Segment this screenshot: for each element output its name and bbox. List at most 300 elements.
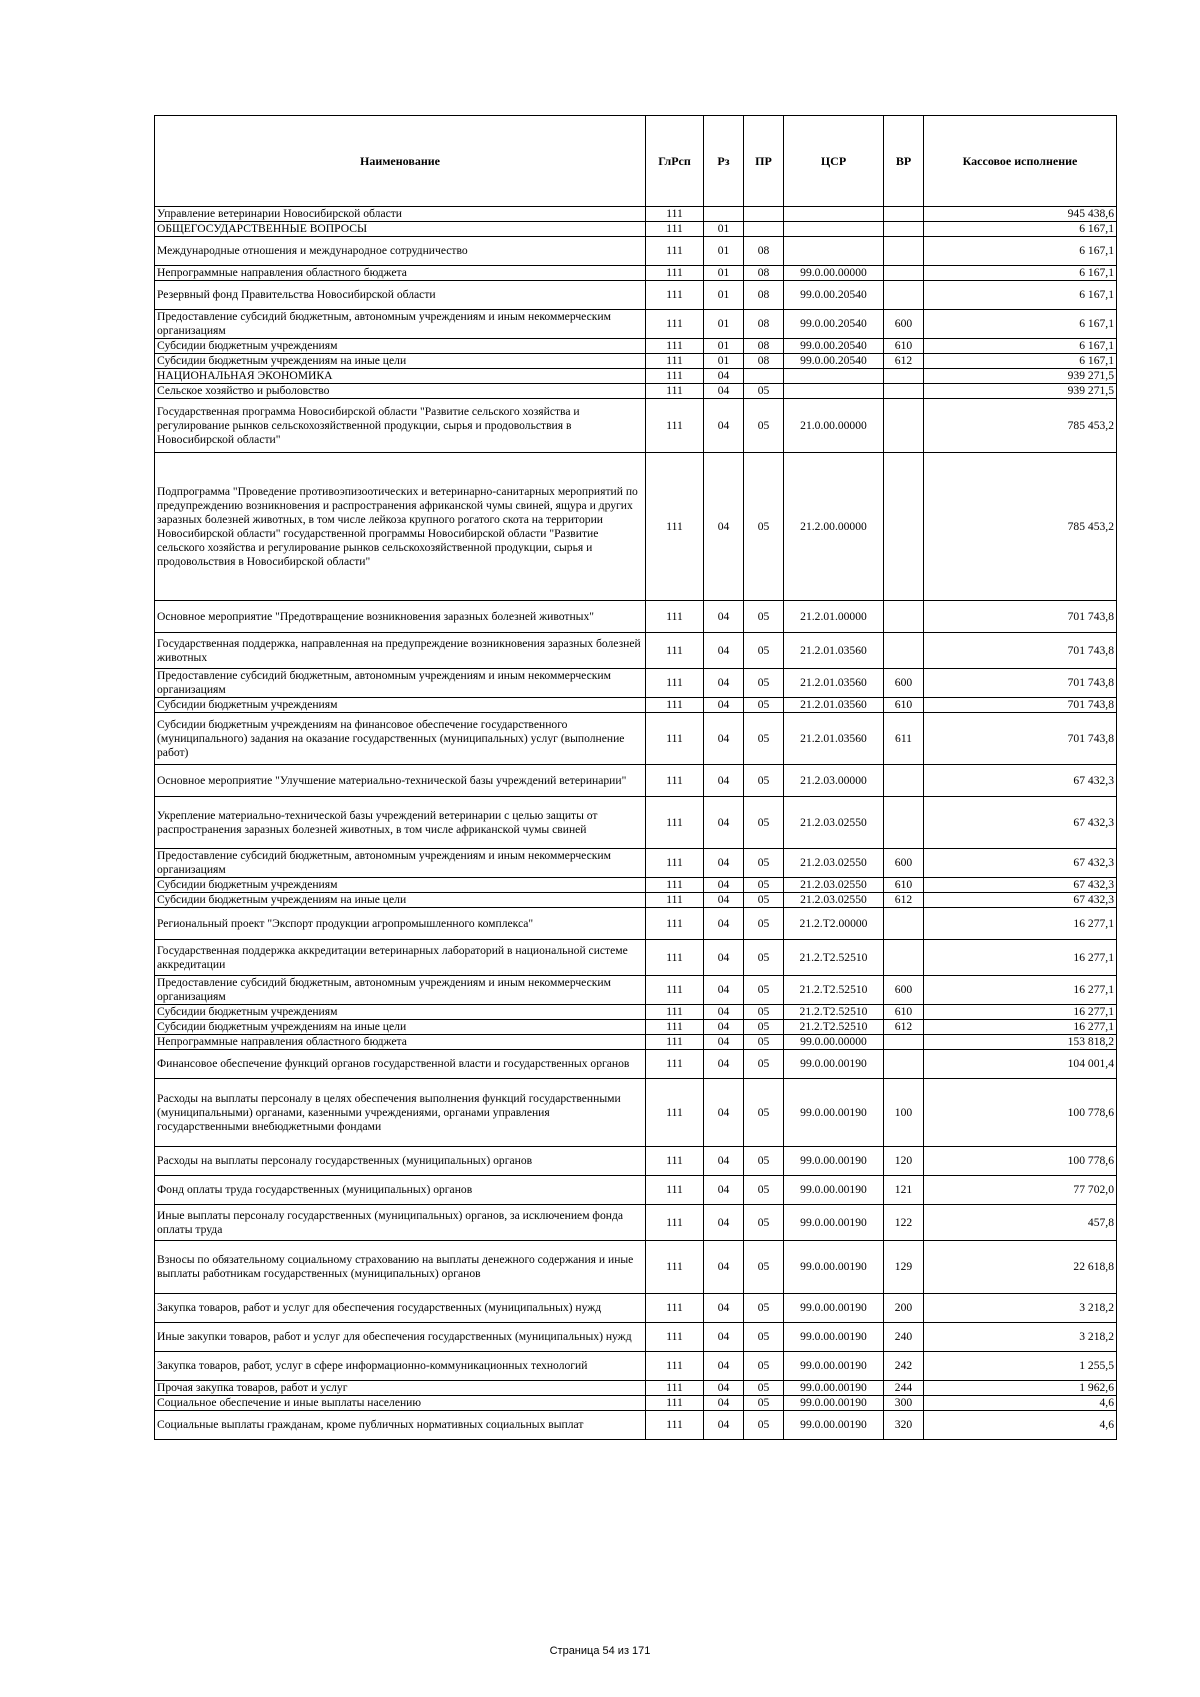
cell-csr: 21.0.00.00000 <box>784 399 884 453</box>
cell-rz: 04 <box>704 940 744 976</box>
cell-vr: 600 <box>884 669 924 698</box>
table-row <box>155 713 1117 765</box>
cell-name: Прочая закупка товаров, работ и услуг <box>155 1381 646 1396</box>
cell-vr: 612 <box>884 354 924 369</box>
cell-vr: 612 <box>884 893 924 908</box>
cell-csr: 99.0.00.00190 <box>784 1241 884 1294</box>
cell-grbs: 111 <box>646 384 704 399</box>
cell-csr: 99.0.00.00190 <box>784 1381 884 1396</box>
cell-name: Иные закупки товаров, работ и услуг для обеспечения государственных (муниципальных) нужд <box>155 1323 646 1352</box>
cell-rz: 04 <box>704 1079 744 1147</box>
cell-name: Сельское хозяйство и рыболовство <box>155 384 646 399</box>
cell-vr <box>884 1035 924 1050</box>
budget-execution-table <box>154 115 1117 1440</box>
cell-vr: 600 <box>884 976 924 1005</box>
cell-pr: 05 <box>744 1381 784 1396</box>
cell-name: Взносы по обязательному социальному страхованию на выплаты денежного содержания и иные выплаты работникам государственных (муниципальных) органов <box>155 1241 646 1294</box>
cell-name: Государственная программа Новосибирской области "Развитие сельского хозяйства и регулирование рынков сельскохозяйственной продукции, сырья и продовольствия в Новосибирской области" <box>155 399 646 453</box>
table-row <box>155 1050 1117 1079</box>
cell-grbs: 111 <box>646 765 704 797</box>
cell-vr: 610 <box>884 1005 924 1020</box>
cell-name: Фонд оплаты труда государственных (муниципальных) органов <box>155 1176 646 1205</box>
cell-pr: 05 <box>744 1147 784 1176</box>
cell-pr: 05 <box>744 1020 784 1035</box>
cell-pr: 05 <box>744 1205 784 1241</box>
cell-pr: 05 <box>744 1323 784 1352</box>
cell-csr: 99.0.00.00190 <box>784 1323 884 1352</box>
cell-vr <box>884 453 924 601</box>
cell-name: Непрограммные направления областного бюджета <box>155 1035 646 1050</box>
cell-vr <box>884 1050 924 1079</box>
cell-grbs: 111 <box>646 940 704 976</box>
cell-vr <box>884 266 924 281</box>
table-row <box>155 1352 1117 1381</box>
cell-pr: 08 <box>744 281 784 310</box>
cell-pr: 05 <box>744 976 784 1005</box>
cell-csr: 99.0.00.20540 <box>784 310 884 339</box>
cell-csr: 99.0.00.00190 <box>784 1396 884 1411</box>
cell-csr: 21.2.03.02550 <box>784 797 884 849</box>
cell-csr: 99.0.00.00000 <box>784 266 884 281</box>
cell-pr: 05 <box>744 893 784 908</box>
cell-pr: 05 <box>744 940 784 976</box>
cell-rz: 04 <box>704 713 744 765</box>
cell-grbs: 111 <box>646 1079 704 1147</box>
cell-sum: 67 432,3 <box>924 797 1117 849</box>
cell-grbs: 111 <box>646 1294 704 1323</box>
cell-grbs: 111 <box>646 207 704 222</box>
cell-rz: 04 <box>704 698 744 713</box>
cell-csr: 21.2.T2.00000 <box>784 908 884 940</box>
cell-csr: 99.0.00.20540 <box>784 354 884 369</box>
cell-sum: 6 167,1 <box>924 222 1117 237</box>
cell-rz: 01 <box>704 310 744 339</box>
cell-grbs: 111 <box>646 1381 704 1396</box>
cell-sum: 67 432,3 <box>924 893 1117 908</box>
cell-rz: 04 <box>704 797 744 849</box>
table-row <box>155 237 1117 266</box>
header-rz: Рз <box>704 116 744 207</box>
cell-pr: 05 <box>744 1035 784 1050</box>
cell-sum: 6 167,1 <box>924 310 1117 339</box>
cell-vr <box>884 237 924 266</box>
cell-pr: 05 <box>744 384 784 399</box>
cell-name: Закупка товаров, работ и услуг для обеспечения государственных (муниципальных) нужд <box>155 1294 646 1323</box>
cell-grbs: 111 <box>646 222 704 237</box>
cell-csr: 99.0.00.00190 <box>784 1176 884 1205</box>
cell-pr: 08 <box>744 310 784 339</box>
cell-grbs: 111 <box>646 1050 704 1079</box>
cell-rz: 04 <box>704 893 744 908</box>
cell-rz: 04 <box>704 976 744 1005</box>
cell-sum: 6 167,1 <box>924 266 1117 281</box>
table-row <box>155 310 1117 339</box>
cell-sum: 701 743,8 <box>924 713 1117 765</box>
cell-sum: 785 453,2 <box>924 453 1117 601</box>
cell-grbs: 111 <box>646 237 704 266</box>
cell-rz: 04 <box>704 1381 744 1396</box>
cell-name: Международные отношения и международное сотрудничество <box>155 237 646 266</box>
table-row <box>155 633 1117 669</box>
cell-csr: 99.0.00.00190 <box>784 1352 884 1381</box>
cell-name: Расходы на выплаты персоналу в целях обеспечения выполнения функций государственными (муниципальными) органами, казенными учреждениями, органами управления государственными внебюджетными фондами <box>155 1079 646 1147</box>
cell-rz: 04 <box>704 384 744 399</box>
cell-csr: 99.0.00.00000 <box>784 1035 884 1050</box>
table-row <box>155 1411 1117 1440</box>
cell-csr: 21.2.01.00000 <box>784 601 884 633</box>
cell-grbs: 111 <box>646 281 704 310</box>
cell-sum: 4,6 <box>924 1411 1117 1440</box>
cell-name: Социальные выплаты гражданам, кроме публичных нормативных социальных выплат <box>155 1411 646 1440</box>
table-row <box>155 1147 1117 1176</box>
cell-rz: 04 <box>704 369 744 384</box>
cell-pr: 08 <box>744 339 784 354</box>
table-row <box>155 266 1117 281</box>
cell-rz: 04 <box>704 1005 744 1020</box>
cell-grbs: 111 <box>646 698 704 713</box>
cell-rz: 01 <box>704 281 744 310</box>
cell-pr: 05 <box>744 1005 784 1020</box>
cell-sum: 701 743,8 <box>924 669 1117 698</box>
cell-grbs: 111 <box>646 1147 704 1176</box>
cell-csr: 99.0.00.00190 <box>784 1079 884 1147</box>
cell-sum: 16 277,1 <box>924 908 1117 940</box>
table-row <box>155 1020 1117 1035</box>
cell-vr <box>884 765 924 797</box>
cell-csr: 21.2.03.02550 <box>784 893 884 908</box>
cell-name: Предоставление субсидий бюджетным, автономным учреждениям и иным некоммерческим организациям <box>155 849 646 878</box>
table-row <box>155 399 1117 453</box>
header-sum: Кассовое исполнение <box>924 116 1117 207</box>
cell-vr: 242 <box>884 1352 924 1381</box>
cell-csr <box>784 207 884 222</box>
cell-vr: 122 <box>884 1205 924 1241</box>
cell-sum: 939 271,5 <box>924 384 1117 399</box>
cell-pr: 05 <box>744 1050 784 1079</box>
cell-pr: 05 <box>744 1294 784 1323</box>
cell-pr: 05 <box>744 797 784 849</box>
cell-grbs: 111 <box>646 669 704 698</box>
cell-rz: 04 <box>704 453 744 601</box>
table-row <box>155 339 1117 354</box>
cell-name: Иные выплаты персоналу государственных (муниципальных) органов, за исключением фонда оплаты труда <box>155 1205 646 1241</box>
cell-name: Предоставление субсидий бюджетным, автономным учреждениям и иным некоммерческим организациям <box>155 310 646 339</box>
table-row <box>155 1294 1117 1323</box>
cell-sum: 3 218,2 <box>924 1323 1117 1352</box>
cell-sum: 77 702,0 <box>924 1176 1117 1205</box>
cell-sum: 945 438,6 <box>924 207 1117 222</box>
cell-sum: 6 167,1 <box>924 354 1117 369</box>
cell-rz: 04 <box>704 1323 744 1352</box>
page-number: Страница 54 из 171 <box>549 1645 651 1657</box>
cell-name: Предоставление субсидий бюджетным, автономным учреждениям и иным некоммерческим организациям <box>155 976 646 1005</box>
cell-vr: 320 <box>884 1411 924 1440</box>
header-csr: ЦСР <box>784 116 884 207</box>
cell-grbs: 111 <box>646 797 704 849</box>
cell-rz: 04 <box>704 1205 744 1241</box>
cell-sum: 939 271,5 <box>924 369 1117 384</box>
cell-vr <box>884 207 924 222</box>
table-row <box>155 1323 1117 1352</box>
cell-rz: 04 <box>704 849 744 878</box>
cell-pr: 05 <box>744 849 784 878</box>
cell-vr <box>884 908 924 940</box>
cell-csr: 21.2.03.00000 <box>784 765 884 797</box>
table-row <box>155 797 1117 849</box>
cell-rz: 04 <box>704 765 744 797</box>
cell-rz: 04 <box>704 878 744 893</box>
table-row <box>155 384 1117 399</box>
cell-pr: 05 <box>744 1411 784 1440</box>
cell-rz: 04 <box>704 601 744 633</box>
cell-vr: 600 <box>884 849 924 878</box>
cell-grbs: 111 <box>646 849 704 878</box>
cell-rz: 04 <box>704 633 744 669</box>
cell-sum: 16 277,1 <box>924 940 1117 976</box>
cell-name: Субсидии бюджетным учреждениям <box>155 1005 646 1020</box>
table-row <box>155 1381 1117 1396</box>
cell-pr: 08 <box>744 266 784 281</box>
cell-pr: 05 <box>744 1176 784 1205</box>
table-body <box>155 207 1117 1440</box>
cell-sum: 6 167,1 <box>924 237 1117 266</box>
table-row <box>155 1005 1117 1020</box>
cell-csr: 99.0.00.00190 <box>784 1294 884 1323</box>
table-row <box>155 222 1117 237</box>
cell-name: Управление ветеринарии Новосибирской области <box>155 207 646 222</box>
cell-name: Предоставление субсидий бюджетным, автономным учреждениям и иным некоммерческим организациям <box>155 669 646 698</box>
table-header-row <box>155 116 1117 207</box>
cell-vr <box>884 601 924 633</box>
cell-csr: 99.0.00.00190 <box>784 1411 884 1440</box>
table-row <box>155 878 1117 893</box>
cell-rz: 04 <box>704 1147 744 1176</box>
cell-csr: 99.0.00.00190 <box>784 1205 884 1241</box>
cell-pr: 08 <box>744 354 784 369</box>
cell-rz: 04 <box>704 399 744 453</box>
header-vr: ВР <box>884 116 924 207</box>
cell-pr: 05 <box>744 453 784 601</box>
cell-vr: 120 <box>884 1147 924 1176</box>
cell-vr <box>884 797 924 849</box>
cell-vr: 300 <box>884 1396 924 1411</box>
cell-name: Основное мероприятие "Предотвращение возникновения заразных болезней животных" <box>155 601 646 633</box>
cell-rz: 04 <box>704 908 744 940</box>
cell-pr: 05 <box>744 633 784 669</box>
header-grbs: ГлРсп <box>646 116 704 207</box>
cell-vr <box>884 281 924 310</box>
cell-vr: 600 <box>884 310 924 339</box>
cell-sum: 100 778,6 <box>924 1079 1117 1147</box>
cell-sum: 67 432,3 <box>924 765 1117 797</box>
cell-grbs: 111 <box>646 1020 704 1035</box>
cell-grbs: 111 <box>646 601 704 633</box>
cell-rz: 04 <box>704 1411 744 1440</box>
cell-grbs: 111 <box>646 633 704 669</box>
cell-grbs: 111 <box>646 266 704 281</box>
cell-grbs: 111 <box>646 453 704 601</box>
cell-name: Финансовое обеспечение функций органов государственной власти и государственных органов <box>155 1050 646 1079</box>
cell-csr: 21.2.01.03560 <box>784 698 884 713</box>
cell-name: Субсидии бюджетным учреждениям <box>155 698 646 713</box>
cell-name: Субсидии бюджетным учреждениям на иные цели <box>155 1020 646 1035</box>
table-row <box>155 849 1117 878</box>
cell-name: ОБЩЕГОСУДАРСТВЕННЫЕ ВОПРОСЫ <box>155 222 646 237</box>
cell-name: Резервный фонд Правительства Новосибирской области <box>155 281 646 310</box>
cell-sum: 1 962,6 <box>924 1381 1117 1396</box>
cell-rz: 04 <box>704 1035 744 1050</box>
cell-csr <box>784 222 884 237</box>
table-row <box>155 1035 1117 1050</box>
cell-csr: 99.0.00.00190 <box>784 1050 884 1079</box>
cell-vr: 129 <box>884 1241 924 1294</box>
cell-sum: 1 255,5 <box>924 1352 1117 1381</box>
cell-name: Субсидии бюджетным учреждениям <box>155 878 646 893</box>
cell-name: Укрепление материально-технической базы учреждений ветеринарии с целью защиты от распространения заразных болезней животных, в том числе африканской чумы свиней <box>155 797 646 849</box>
cell-sum: 16 277,1 <box>924 976 1117 1005</box>
cell-vr: 611 <box>884 713 924 765</box>
cell-sum: 16 277,1 <box>924 1020 1117 1035</box>
cell-vr <box>884 384 924 399</box>
cell-name: Непрограммные направления областного бюджета <box>155 266 646 281</box>
cell-vr <box>884 222 924 237</box>
cell-grbs: 111 <box>646 893 704 908</box>
cell-csr <box>784 384 884 399</box>
cell-csr: 21.2.01.03560 <box>784 669 884 698</box>
cell-pr: 05 <box>744 698 784 713</box>
cell-pr: 05 <box>744 1352 784 1381</box>
cell-grbs: 111 <box>646 399 704 453</box>
cell-sum: 701 743,8 <box>924 633 1117 669</box>
cell-csr: 21.2.T2.52510 <box>784 940 884 976</box>
cell-csr: 21.2.01.03560 <box>784 713 884 765</box>
cell-vr: 244 <box>884 1381 924 1396</box>
cell-csr: 21.2.00.00000 <box>784 453 884 601</box>
cell-rz: 01 <box>704 237 744 266</box>
cell-rz: 04 <box>704 1396 744 1411</box>
cell-sum: 22 618,8 <box>924 1241 1117 1294</box>
cell-vr <box>884 399 924 453</box>
cell-csr: 21.2.03.02550 <box>784 849 884 878</box>
table-row <box>155 893 1117 908</box>
budget-sheet <box>154 115 1116 1440</box>
table-row <box>155 1079 1117 1147</box>
cell-name: Социальное обеспечение и иные выплаты населению <box>155 1396 646 1411</box>
cell-vr: 100 <box>884 1079 924 1147</box>
cell-pr: 05 <box>744 1241 784 1294</box>
cell-vr <box>884 633 924 669</box>
cell-name: Расходы на выплаты персоналу государственных (муниципальных) органов <box>155 1147 646 1176</box>
cell-vr: 612 <box>884 1020 924 1035</box>
cell-name: НАЦИОНАЛЬНАЯ ЭКОНОМИКА <box>155 369 646 384</box>
cell-rz: 04 <box>704 1294 744 1323</box>
cell-sum: 4,6 <box>924 1396 1117 1411</box>
table-row <box>155 281 1117 310</box>
table-row <box>155 453 1117 601</box>
cell-sum: 153 818,2 <box>924 1035 1117 1050</box>
cell-grbs: 111 <box>646 1396 704 1411</box>
cell-sum: 67 432,3 <box>924 878 1117 893</box>
cell-sum: 104 001,4 <box>924 1050 1117 1079</box>
cell-rz: 01 <box>704 266 744 281</box>
cell-pr: 05 <box>744 713 784 765</box>
cell-name: Субсидии бюджетным учреждениям на иные цели <box>155 893 646 908</box>
cell-name: Основное мероприятие "Улучшение материально-технической базы учреждений ветеринарии" <box>155 765 646 797</box>
cell-csr: 99.0.00.20540 <box>784 281 884 310</box>
cell-pr <box>744 222 784 237</box>
cell-pr: 05 <box>744 878 784 893</box>
cell-grbs: 111 <box>646 1241 704 1294</box>
cell-grbs: 111 <box>646 339 704 354</box>
cell-name: Субсидии бюджетным учреждениям на финансовое обеспечение государственного (муниципального) задания на оказание государственных (муниципальных) услуг (выполнение работ) <box>155 713 646 765</box>
cell-name: Государственная поддержка, направленная на предупреждение возникновения заразных болезней животных <box>155 633 646 669</box>
cell-grbs: 111 <box>646 976 704 1005</box>
table-row <box>155 1396 1117 1411</box>
cell-csr <box>784 237 884 266</box>
cell-csr <box>784 369 884 384</box>
cell-sum: 785 453,2 <box>924 399 1117 453</box>
table-row <box>155 1176 1117 1205</box>
cell-name: Подпрограмма "Проведение противоэпизоотических и ветеринарно-санитарных мероприятий по предупреждению возникновения и распространения африканской чумы свиней, ящура и других заразных болезней животных, в том числе лейкоза крупного рогатого скота на территории Новосибирской области" государственной программы Новосибирской области "Развитие сельского хозяйства и регулирование рынков сельскохозяйственной продукции, сырья и продовольствия в Новосибирской области" <box>155 453 646 601</box>
header-pr: ПР <box>744 116 784 207</box>
cell-pr: 08 <box>744 237 784 266</box>
table-row <box>155 207 1117 222</box>
cell-sum: 457,8 <box>924 1205 1117 1241</box>
cell-rz: 04 <box>704 1020 744 1035</box>
cell-csr: 21.2.T2.52510 <box>784 1020 884 1035</box>
cell-pr: 05 <box>744 765 784 797</box>
cell-sum: 701 743,8 <box>924 601 1117 633</box>
cell-pr: 05 <box>744 1396 784 1411</box>
table-row <box>155 1241 1117 1294</box>
cell-pr: 05 <box>744 908 784 940</box>
cell-name: Субсидии бюджетным учреждениям на иные цели <box>155 354 646 369</box>
table-row <box>155 976 1117 1005</box>
cell-vr <box>884 369 924 384</box>
header-name: Наименование <box>155 116 646 207</box>
cell-name: Закупка товаров, работ, услуг в сфере информационно-коммуникационных технологий <box>155 1352 646 1381</box>
cell-rz: 04 <box>704 1050 744 1079</box>
cell-grbs: 111 <box>646 878 704 893</box>
cell-pr: 05 <box>744 1079 784 1147</box>
cell-pr: 05 <box>744 601 784 633</box>
cell-pr <box>744 207 784 222</box>
cell-rz: 04 <box>704 669 744 698</box>
table-row <box>155 908 1117 940</box>
cell-pr <box>744 369 784 384</box>
cell-rz: 04 <box>704 1352 744 1381</box>
cell-grbs: 111 <box>646 310 704 339</box>
cell-grbs: 111 <box>646 1176 704 1205</box>
cell-name: Субсидии бюджетным учреждениям <box>155 339 646 354</box>
cell-rz <box>704 207 744 222</box>
cell-vr <box>884 940 924 976</box>
cell-vr: 610 <box>884 339 924 354</box>
cell-vr: 240 <box>884 1323 924 1352</box>
cell-csr: 99.0.00.00190 <box>784 1147 884 1176</box>
cell-grbs: 111 <box>646 1035 704 1050</box>
cell-sum: 16 277,1 <box>924 1005 1117 1020</box>
cell-vr: 610 <box>884 878 924 893</box>
cell-vr: 200 <box>884 1294 924 1323</box>
cell-sum: 701 743,8 <box>924 698 1117 713</box>
table-row <box>155 765 1117 797</box>
cell-grbs: 111 <box>646 1352 704 1381</box>
cell-grbs: 111 <box>646 713 704 765</box>
cell-grbs: 111 <box>646 354 704 369</box>
table-row <box>155 940 1117 976</box>
cell-csr: 99.0.00.20540 <box>784 339 884 354</box>
